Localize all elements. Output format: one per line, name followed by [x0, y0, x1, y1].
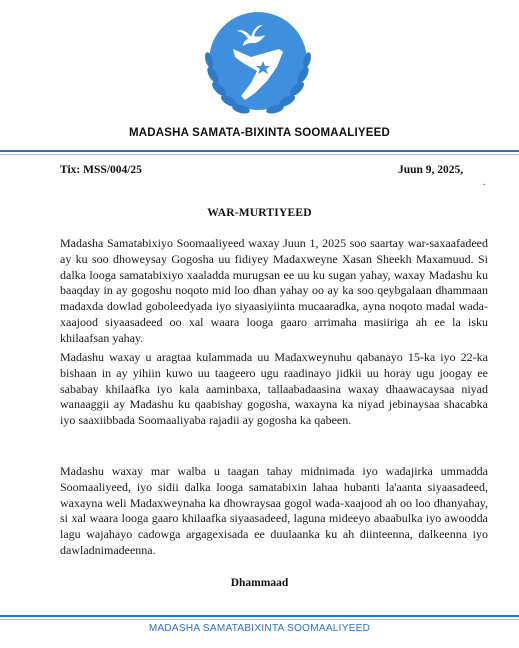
document-title: WAR-MURTIYEED — [207, 207, 312, 219]
reference-number: Tix: MSS/004/25 — [60, 164, 142, 176]
body-paragraph-1: Madasha Samatabixiyo Soomaaliyeed waxay Juun 1, 2025 soo saartay war-saxaafadeed ay ku soo dhoweysay Gogosha uu fidiyey Madaxweyne Xasan Sheekh Maxamuud. Si dalka looga samatabixiyo xaaladda murugsan ee uu ku sugan yahay, waxay Madashu ku baaqday in ay gogoshu noqoto mid loo dhan yahay oo ay ka soo qeybgalaan dhammaan madaxda dowlad goboleedyada iyo siyaasiyiinta mucaaradka, ayna noqoto madal wada-xaajood siyaasadeed oo xal waara looga gaaro arrimaha masiiriga ah ee la isku khilaafsan yahay. — [60, 236, 488, 345]
footer-divider-thin — [0, 619, 519, 620]
footer-org-name: MADASHA SAMATABIXINTA SOOMAALIYEED — [148, 623, 371, 634]
body-paragraph-3: Madashu waxay mar walba u taagan tahay midnimada iyo wadajirka ummadda Soomaaliyeed, iyo sidii dalka looga samatabixin lahaa hubanti la'aanta siyaasadeed, waxayna weli Madaxweynaha ka dhowraysaa gogol wada-xaajood ah oo loo dhanyahay, si xal waara looga gaaro khilaafka siyaasadeed, laguna mideeyo abaabulka iyo awoodda lagu wajahayo cadowga argagexisada ee duulaanka ku ah diinteenna, dalkeenna iyo dawladnimadeenna. — [60, 464, 488, 557]
document-date: Juun 9, 2025, — [398, 164, 464, 176]
stray-mark: . — [483, 177, 486, 188]
footer-divider — [0, 615, 519, 617]
closing-text: Dhammaad — [230, 577, 289, 589]
header-divider — [0, 150, 519, 152]
header-divider-thin — [0, 154, 519, 155]
body-paragraph-2: Madashu waxay u aragtaa kulammada uu Madaxweynuhu qabanayo 15-ka iyo 22-ka bishaan in ay yihiin kuwo uu taageero ugu raadinayo jidkii uu horay ugu joogay ee sababay khilaafka iyo kala aaminbaxa, tallaabadaasina waxay dhaawacaysaa niyad wanaaggii ay Madashu ku qaabishay gogosha, waxayna ka niyad jebinaysaa shacabka iyo saaxiibbada Soomaaliyaba rajadii ay gogosha ka qabeen. — [60, 350, 488, 428]
organization-name: MADASHA SAMATA-BIXINTA SOOMAALIYEED — [128, 127, 391, 139]
somalia-map-dove-emblem-icon — [193, 5, 323, 123]
